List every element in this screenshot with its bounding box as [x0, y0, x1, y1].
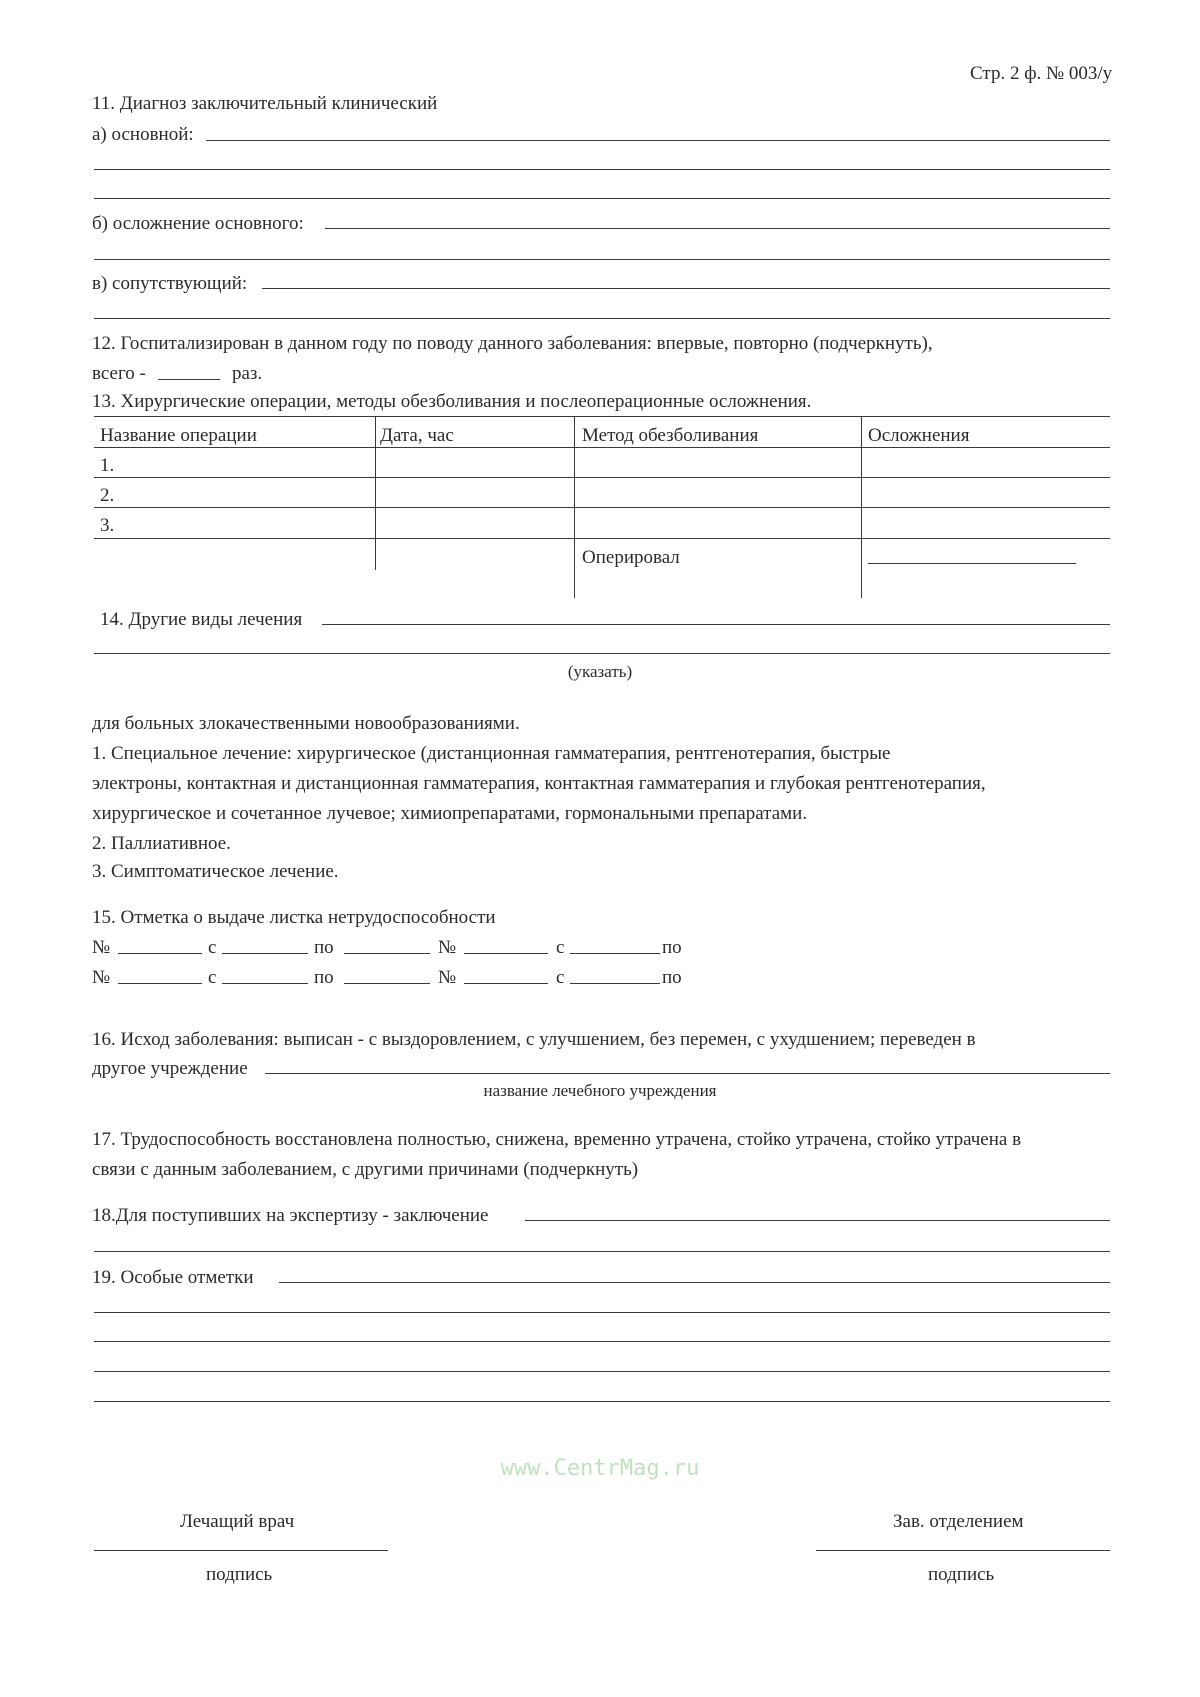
other-treatment-hint: (указать) [567, 662, 633, 681]
table-row-number: 3. [100, 515, 115, 536]
other-treatment-field-line-2[interactable] [94, 653, 1110, 654]
number-label: № [92, 967, 111, 988]
table-header-border [94, 447, 1110, 448]
table-row-number: 1. [100, 455, 115, 476]
column-header-anesthesia: Метод обезболивания [582, 425, 759, 446]
table-row-border [94, 477, 1110, 478]
sick-leave-from-field[interactable] [570, 983, 660, 984]
attending-doctor-label: Лечащий врач [180, 1511, 295, 1532]
attending-doctor-signature-hint: подпись [206, 1564, 273, 1585]
attending-doctor-signature-field[interactable] [94, 1550, 388, 1551]
malignant-line-1: 1. Специальное лечение: хирургическое (дистанционная гамматерапия, рентгенотерапия, быстрые [92, 743, 891, 764]
malignant-intro: для больных злокачественными новообразованиями. [92, 713, 520, 734]
special-notes-field-line-3[interactable] [94, 1341, 1110, 1342]
from-label: с [208, 937, 217, 958]
section-16-line-1: 16. Исход заболевания: выписан - с выздоровлением, с улучшением, без перемен, с ухудшением; переведен в [92, 1029, 976, 1050]
diagnosis-main-label: а) основной: [92, 124, 194, 145]
diagnosis-main-field-line-2[interactable] [94, 169, 1110, 170]
column-header-complications: Осложнения [868, 425, 970, 446]
number-label: № [92, 937, 111, 958]
table-row-border [94, 507, 1110, 508]
sick-leave-from-field[interactable] [570, 953, 660, 954]
section-18-title: 18.Для поступивших на экспертизу - заключение [92, 1205, 489, 1226]
table-column-divider [861, 416, 862, 598]
department-head-signature-hint: подпись [928, 1564, 995, 1585]
sick-leave-to-field[interactable] [344, 983, 430, 984]
malignant-line-2: электроны, контактная и дистанционная гамматерапия, контактная гамматерапия и глубокая рентгенотерапия, [92, 773, 986, 794]
column-header-operation: Название операции [100, 425, 257, 446]
table-row-border [94, 538, 1110, 539]
operated-by-label: Оперировал [582, 547, 680, 568]
to-label: по [662, 937, 682, 958]
diagnosis-main-field[interactable] [206, 140, 1110, 141]
table-row-number: 2. [100, 485, 115, 506]
transfer-institution-hint: название лечебного учреждения [483, 1081, 717, 1100]
diagnosis-complication-field[interactable] [325, 228, 1110, 229]
section-17-line-1: 17. Трудоспособность восстановлена полностью, снижена, временно утрачена, стойко утрачена, стойко утрачена в [92, 1129, 1022, 1150]
sick-leave-number-field[interactable] [464, 983, 548, 984]
special-notes-field-line-5[interactable] [94, 1401, 1110, 1402]
expertise-conclusion-field[interactable] [525, 1220, 1110, 1221]
department-head-label: Зав. отделением [893, 1511, 1024, 1532]
section-19-title: 19. Особые отметки [92, 1267, 254, 1288]
sick-leave-from-field[interactable] [222, 983, 308, 984]
sick-leave-number-field[interactable] [118, 953, 202, 954]
section-14-title: 14. Другие виды лечения [100, 609, 303, 630]
hospitalized-total-prefix: всего - [92, 363, 146, 384]
malignant-line-3: хирургическое и сочетанное лучевое; химиопрепаратами, гормональными препаратами. [92, 803, 808, 824]
diagnosis-concomitant-field-line-2[interactable] [94, 318, 1110, 319]
table-top-border [94, 416, 1110, 417]
transfer-institution-field[interactable] [265, 1073, 1110, 1074]
section-16-line-2: другое учреждение [92, 1058, 248, 1079]
expertise-conclusion-field-line-2[interactable] [94, 1251, 1110, 1252]
diagnosis-concomitant-label: в) сопутствующий: [92, 273, 248, 294]
diagnosis-concomitant-field[interactable] [262, 288, 1110, 289]
department-head-signature-field[interactable] [816, 1550, 1110, 1551]
watermark: www.CentrMag.ru [500, 1456, 700, 1481]
diagnosis-complication-field-line-2[interactable] [94, 259, 1110, 260]
column-header-date: Дата, час [380, 425, 454, 446]
special-notes-field[interactable] [279, 1282, 1110, 1283]
diagnosis-main-field-line-3[interactable] [94, 198, 1110, 199]
number-label: № [438, 937, 457, 958]
to-label: по [314, 937, 334, 958]
diagnosis-complication-label: б) осложнение основного: [92, 213, 304, 234]
from-label: с [556, 967, 565, 988]
sick-leave-to-field[interactable] [344, 953, 430, 954]
from-label: с [556, 937, 565, 958]
other-treatment-field[interactable] [322, 624, 1110, 625]
sick-leave-number-field[interactable] [464, 953, 548, 954]
malignant-line-4: 2. Паллиативное. [92, 833, 231, 854]
section-13-title: 13. Хирургические операции, методы обезболивания и послеоперационные осложнения. [92, 391, 812, 412]
section-15-title: 15. Отметка о выдаче листка нетрудоспособности [92, 907, 496, 928]
hospitalized-total-suffix: раз. [232, 363, 263, 384]
number-label: № [438, 967, 457, 988]
to-label: по [314, 967, 334, 988]
sick-leave-from-field[interactable] [222, 953, 308, 954]
section-12-text: 12. Госпитализирован в данном году по поводу данного заболевания: впервые, повторно (подчеркнуть), [92, 333, 933, 354]
special-notes-field-line-2[interactable] [94, 1312, 1110, 1313]
operated-by-field[interactable] [868, 563, 1076, 564]
special-notes-field-line-4[interactable] [94, 1371, 1110, 1372]
table-column-divider [375, 416, 376, 570]
sick-leave-number-field[interactable] [118, 983, 202, 984]
from-label: с [208, 967, 217, 988]
section-17-line-2: связи с данным заболеванием, с другими причинами (подчеркнуть) [92, 1159, 639, 1180]
table-column-divider [574, 416, 575, 598]
to-label: по [662, 967, 682, 988]
page-reference: Стр. 2 ф. № 003/у [970, 63, 1113, 84]
hospitalized-total-field[interactable] [158, 379, 220, 380]
section-11-title: 11. Диагноз заключительный клинический [92, 93, 438, 114]
malignant-line-5: 3. Симптоматическое лечение. [92, 861, 339, 882]
